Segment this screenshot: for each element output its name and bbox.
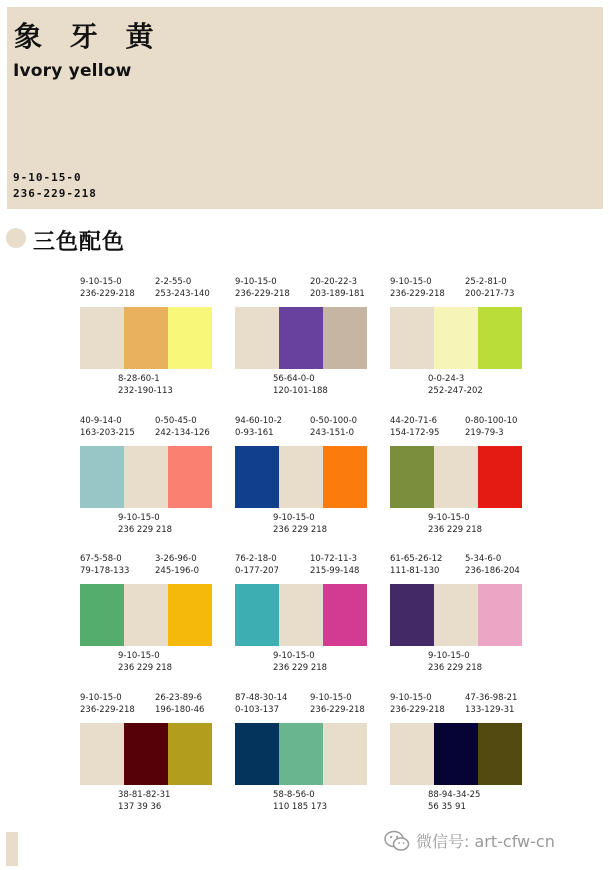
- right-rgb-label: 133-129-31: [465, 705, 515, 715]
- color-swatch: [279, 307, 323, 369]
- color-combo-card: [235, 277, 375, 417]
- color-swatch: [279, 446, 323, 508]
- right-rgb-label: 236-229-218: [310, 705, 365, 715]
- left-cmyk-label: 94-60-10-2: [235, 416, 283, 426]
- color-combo-card: [80, 416, 220, 556]
- left-rgb-label: 0-177-207: [235, 566, 279, 576]
- left-rgb-label: 154-172-95: [390, 428, 440, 438]
- left-cmyk-label: 76-2-18-0: [235, 554, 277, 564]
- color-swatch: [478, 307, 522, 369]
- color-swatch: [80, 307, 124, 369]
- color-swatch: [168, 446, 212, 508]
- color-swatch: [80, 584, 124, 646]
- right-rgb-label: 200-217-73: [465, 289, 515, 299]
- left-cmyk-label: 9-10-15-0: [235, 277, 277, 287]
- swatch-strip: [235, 723, 367, 785]
- right-cmyk-label: 26-23-89-6: [155, 693, 203, 703]
- color-cmyk-value: 9-10-15-0: [13, 171, 82, 184]
- right-cmyk-label: 5-34-6-0: [465, 554, 502, 564]
- left-cmyk-label: 9-10-15-0: [80, 277, 122, 287]
- right-rgb-label: 242-134-126: [155, 428, 210, 438]
- left-rgb-label: 0-93-161: [235, 428, 274, 438]
- swatch-strip: [235, 307, 367, 369]
- color-swatch: [390, 307, 434, 369]
- color-swatch: [235, 723, 279, 785]
- middle-rgb-label: 137 39 36: [118, 802, 162, 812]
- color-swatch: [124, 307, 168, 369]
- color-swatch: [80, 446, 124, 508]
- color-combo-card: [235, 693, 375, 833]
- middle-cmyk-label: 38-81-82-31: [118, 790, 171, 800]
- swatch-strip: [235, 584, 367, 646]
- right-rgb-label: 245-196-0: [155, 566, 199, 576]
- middle-cmyk-label: 9-10-15-0: [428, 513, 470, 523]
- middle-rgb-label: 252-247-202: [428, 386, 483, 396]
- color-name-english: Ivory yellow: [13, 61, 132, 81]
- color-swatch: [124, 584, 168, 646]
- middle-cmyk-label: 88-94-34-25: [428, 790, 481, 800]
- middle-rgb-label: 120-101-188: [273, 386, 328, 396]
- left-cmyk-label: 9-10-15-0: [390, 277, 432, 287]
- wechat-icon: [384, 830, 410, 852]
- color-combo-card: [390, 554, 530, 694]
- color-swatch: [124, 723, 168, 785]
- right-cmyk-label: 10-72-11-3: [310, 554, 358, 564]
- swatch-strip: [390, 723, 522, 785]
- section-title: 三色配色: [33, 230, 126, 255]
- right-rgb-label: 203-189-181: [310, 289, 365, 299]
- middle-cmyk-label: 58-8-56-0: [273, 790, 315, 800]
- right-cmyk-label: 25-2-81-0: [465, 277, 507, 287]
- swatch-strip: [80, 584, 212, 646]
- swatch-strip: [80, 723, 212, 785]
- middle-cmyk-label: 0-0-24-3: [428, 374, 465, 384]
- middle-rgb-label: 236 229 218: [118, 663, 173, 673]
- right-cmyk-label: 0-50-45-0: [155, 416, 197, 426]
- left-rgb-label: 0-103-137: [235, 705, 279, 715]
- watermark-text: 微信号: art-cfw-cn: [416, 832, 555, 851]
- color-swatch: [434, 584, 478, 646]
- color-combo-card: [80, 693, 220, 833]
- right-cmyk-label: 20-20-22-3: [310, 277, 358, 287]
- color-combo-card: [235, 554, 375, 694]
- color-swatch: [235, 446, 279, 508]
- left-cmyk-label: 9-10-15-0: [390, 693, 432, 703]
- middle-rgb-label: 110 185 173: [273, 802, 328, 812]
- middle-rgb-label: 232-190-113: [118, 386, 173, 396]
- swatch-strip: [390, 307, 522, 369]
- color-name-chinese: 象 牙 黄: [14, 20, 163, 53]
- color-swatch: [323, 307, 367, 369]
- color-header-panel: [7, 7, 603, 209]
- right-rgb-label: 196-180-46: [155, 705, 205, 715]
- right-cmyk-label: 0-50-100-0: [310, 416, 358, 426]
- middle-cmyk-label: 8-28-60-1: [118, 374, 160, 384]
- left-rgb-label: 236-229-218: [80, 705, 135, 715]
- right-rgb-label: 243-151-0: [310, 428, 354, 438]
- swatch-strip: [235, 446, 367, 508]
- color-swatch: [168, 307, 212, 369]
- swatch-strip: [390, 584, 522, 646]
- color-swatch: [124, 446, 168, 508]
- right-rgb-label: 253-243-140: [155, 289, 210, 299]
- color-swatch: [434, 307, 478, 369]
- left-rgb-label: 79-178-133: [80, 566, 130, 576]
- color-swatch: [390, 723, 434, 785]
- right-rgb-label: 219-79-3: [465, 428, 504, 438]
- color-swatch: [168, 723, 212, 785]
- right-cmyk-label: 3-26-96-0: [155, 554, 197, 564]
- middle-cmyk-label: 9-10-15-0: [118, 513, 160, 523]
- watermark: [384, 829, 555, 852]
- right-rgb-label: 236-186-204: [465, 566, 520, 576]
- left-rgb-label: 236-229-218: [390, 289, 445, 299]
- right-cmyk-label: 2-2-55-0: [155, 277, 192, 287]
- left-cmyk-label: 61-65-26-12: [390, 554, 443, 564]
- color-swatch: [478, 446, 522, 508]
- footer-color-bar: [6, 832, 18, 866]
- color-rgb-value: 236-229-218: [13, 187, 97, 200]
- swatch-strip: [390, 446, 522, 508]
- section-bullet-dot: [6, 228, 26, 248]
- middle-cmyk-label: 9-10-15-0: [273, 651, 315, 661]
- color-combo-card: [390, 693, 530, 833]
- left-rgb-label: 111-81-130: [390, 566, 440, 576]
- left-rgb-label: 236-229-218: [390, 705, 445, 715]
- color-swatch: [168, 584, 212, 646]
- right-cmyk-label: 47-36-98-21: [465, 693, 518, 703]
- left-rgb-label: 236-229-218: [80, 289, 135, 299]
- right-cmyk-label: 9-10-15-0: [310, 693, 352, 703]
- middle-cmyk-label: 56-64-0-0: [273, 374, 315, 384]
- color-combo-card: [235, 416, 375, 556]
- middle-cmyk-label: 9-10-15-0: [118, 651, 160, 661]
- swatch-strip: [80, 307, 212, 369]
- color-swatch: [323, 446, 367, 508]
- color-combo-card: [80, 554, 220, 694]
- color-swatch: [434, 446, 478, 508]
- right-cmyk-label: 0-80-100-10: [465, 416, 518, 426]
- color-swatch: [235, 307, 279, 369]
- color-swatch: [390, 446, 434, 508]
- color-swatch: [434, 723, 478, 785]
- middle-rgb-label: 236 229 218: [428, 525, 483, 535]
- color-swatch: [279, 723, 323, 785]
- color-swatch: [478, 723, 522, 785]
- color-combo-card: [80, 277, 220, 417]
- color-swatch: [478, 584, 522, 646]
- left-rgb-label: 163-203-215: [80, 428, 135, 438]
- left-cmyk-label: 40-9-14-0: [80, 416, 122, 426]
- middle-rgb-label: 56 35 91: [428, 802, 466, 812]
- left-cmyk-label: 87-48-30-14: [235, 693, 288, 703]
- left-cmyk-label: 67-5-58-0: [80, 554, 122, 564]
- color-combo-card: [390, 416, 530, 556]
- color-swatch: [80, 723, 124, 785]
- color-swatch: [323, 723, 367, 785]
- middle-cmyk-label: 9-10-15-0: [428, 651, 470, 661]
- color-combo-card: [390, 277, 530, 417]
- left-cmyk-label: 44-20-71-6: [390, 416, 438, 426]
- swatch-strip: [80, 446, 212, 508]
- middle-cmyk-label: 9-10-15-0: [273, 513, 315, 523]
- color-swatch: [323, 584, 367, 646]
- color-swatch: [390, 584, 434, 646]
- left-cmyk-label: 9-10-15-0: [80, 693, 122, 703]
- middle-rgb-label: 236 229 218: [118, 525, 173, 535]
- middle-rgb-label: 236 229 218: [273, 663, 328, 673]
- color-swatch: [235, 584, 279, 646]
- color-swatch: [279, 584, 323, 646]
- left-rgb-label: 236-229-218: [235, 289, 290, 299]
- middle-rgb-label: 236 229 218: [428, 663, 483, 673]
- middle-rgb-label: 236 229 218: [273, 525, 328, 535]
- right-rgb-label: 215-99-148: [310, 566, 360, 576]
